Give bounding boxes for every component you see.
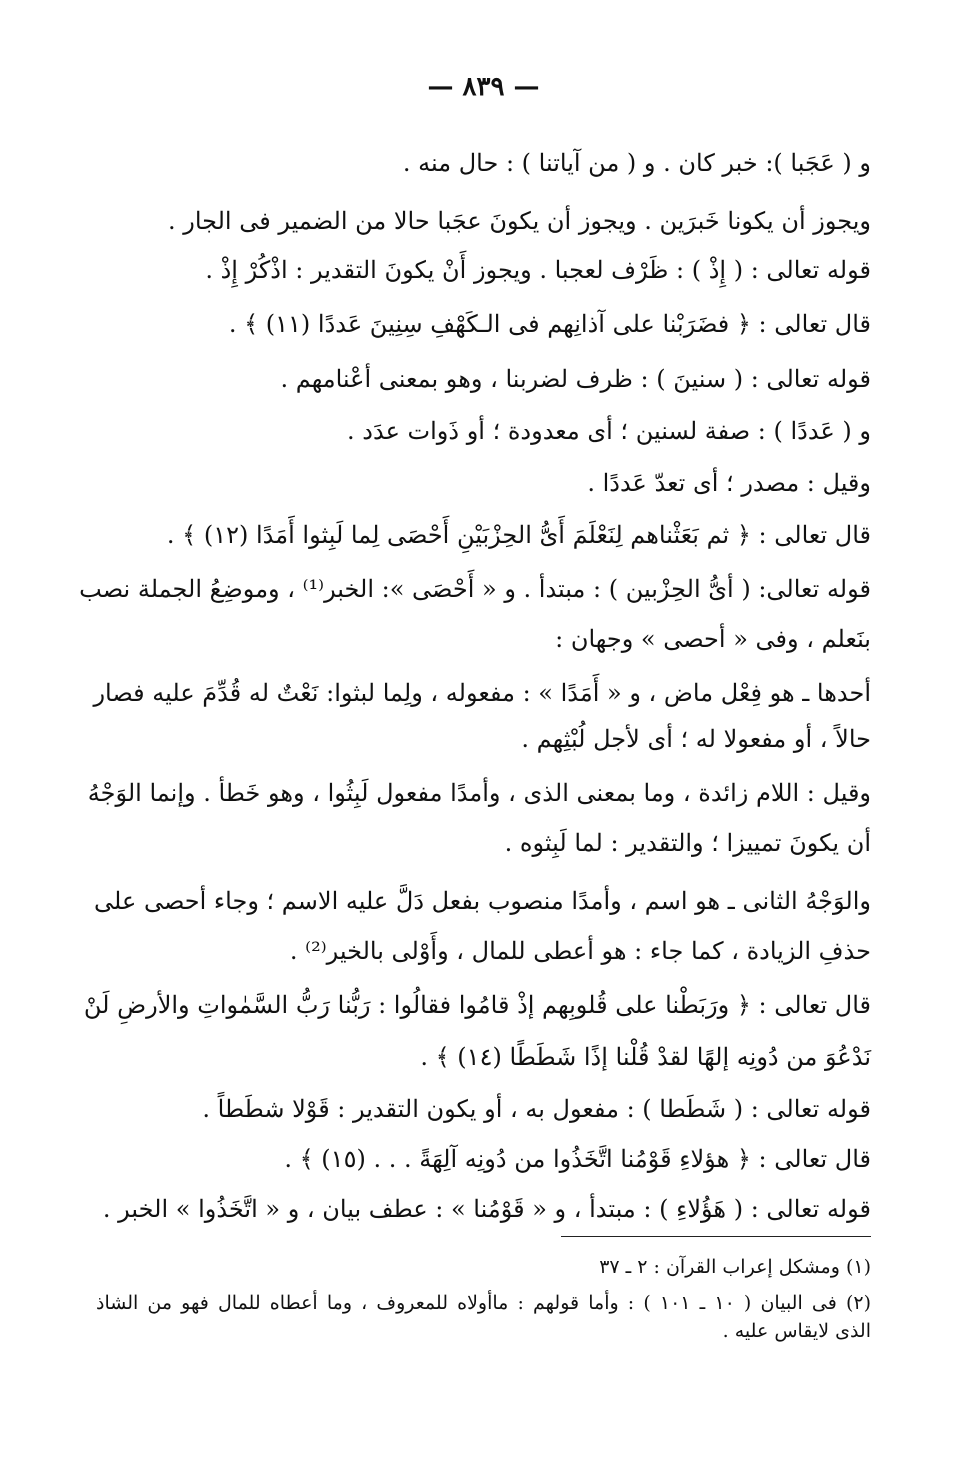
- text-line-5: قوله تعالى : ( سنينَ ) : ظرف لضربنا ، وهو بمعنى أعْنامهم .: [280, 365, 871, 393]
- text-line-7: وقيل : مصدر ؛ أى تعدّ عَددًا .: [587, 469, 871, 497]
- footnote-2: (٢) فى البيان ( ١٠ ـ ١٠١ ) : وأما قولهم : ماأولاه للمعروف ، وما أعطاه للمال فهو من الشاذ: [96, 1292, 871, 1314]
- text-line-16: حذفِ الزيادة ، كما جاء : هو أعطى للمال ، وأَوْلى بالخير⁽²⁾ .: [289, 937, 871, 965]
- text-line-6: و ( عَددًا ) : صفة لسنين ؛ أى معدودة ؛ أو ذَوات عدَد .: [347, 417, 871, 445]
- text-line-13: وقيل : اللام زائدة ، وما بمعنى الذى ، وأمدًا مفعول لَبِثُوا ، وهو خَطأ . وإنما الوَجْهُ: [87, 779, 871, 807]
- text-line-12: حالاً ، أو مفعولا له ؛ أى لأجل لُبْثِهم .: [521, 725, 871, 753]
- text-line-9: قوله تعالى: ( أىُّ الحِزْبين ) : مبتدأ . و « أَحْصَى »: الخبر⁽¹⁾ ، وموضِعُ الجملة نصب: [79, 575, 871, 603]
- text-line-10: بنَعلم ، وفى « أحصى » وجهان :: [555, 625, 871, 653]
- text-line-11: أحدها ـ هو فِعْل ماض ، و « أَمَدًا » : مفعوله ، ولِما لبثوا: نَعْتٌ له قُدِّمَ عليه فصار: [93, 679, 871, 707]
- footnote-2-continuation: الذى لايقاس عليه .: [722, 1320, 871, 1342]
- text-line-1: و ( عَجَبا ): خبر كان . و ( من آياتنا ) : حال منه .: [402, 149, 871, 177]
- text-line-2: ويجوز أن يكونا خَبرَين . ويجوز أن يكونَ عجَبا حالا من الضمير فى الجار .: [167, 207, 871, 235]
- text-line-15: والوَجْهُ الثانى ـ هو اسم ، وأمدًا منصوب بفعل دَلَّ عليه الاسم ؛ وجاء أحصى على: [94, 887, 871, 915]
- text-line-21: قوله تعالى : ( هَؤُلاءِ ) : مبتدأ ، و « قَوْمُنا » : عطف بيان ، و « اتَّخَذُوا » الخبر .: [102, 1195, 871, 1223]
- page-number: — ٨٣٩ —: [427, 72, 540, 102]
- text-line-17: قال تعالى : ﴿ ورَبَطْنا على قُلوبِهم إذْ قامُوا فقالُوا : رَبُّنا رَبُّ السَّمٰواتِ والأرضِ لَنْ: [83, 991, 871, 1019]
- text-line-18: نَدْعُوَ من دُونِه إلهًا لقدْ قُلْنا إذًا شَطَطًا (١٤) ﴾ .: [420, 1043, 871, 1071]
- text-line-14: أن يكونَ تمييزا ؛ والتقدير : لما لَبِثوه .: [504, 829, 871, 857]
- text-line-8: قال تعالى : ﴿ ثم بَعَثْناهم لِنَعْلَمَ أَىُّ الحِزْبَيْنِ أَحْصَى لِما لَبِثوا أَمَدًا (١٢) ﴾ .: [166, 521, 871, 549]
- footnote-divider: [561, 1236, 871, 1237]
- footnote-1: (١) ومشكل إعراب القرآن : ٢ ـ ٣٧: [599, 1256, 871, 1278]
- text-line-3: قوله تعالى : ( إِذْ ) : ظَرْف لعجبا . ويجوز أَنْ يكونَ التقدير : اذْكُرْ إِذْ .: [205, 256, 871, 284]
- text-line-19: قوله تعالى : ( شَطَطا ) : مفعول به ، أو يكون التقدير : قَوْلا شطَطاً .: [202, 1095, 871, 1123]
- text-line-4: قال تعالى : ﴿ فضَرَبْنا على آذانِهم فى الـكَهْفِ سِنِينَ عَددًا (١١) ﴾ .: [228, 310, 871, 338]
- text-line-20: قال تعالى : ﴿ هؤلاءِ قَوْمُنا اتَّخَذُوا من دُونِه آلِهَةً . . . (١٥) ﴾ .: [284, 1145, 871, 1173]
